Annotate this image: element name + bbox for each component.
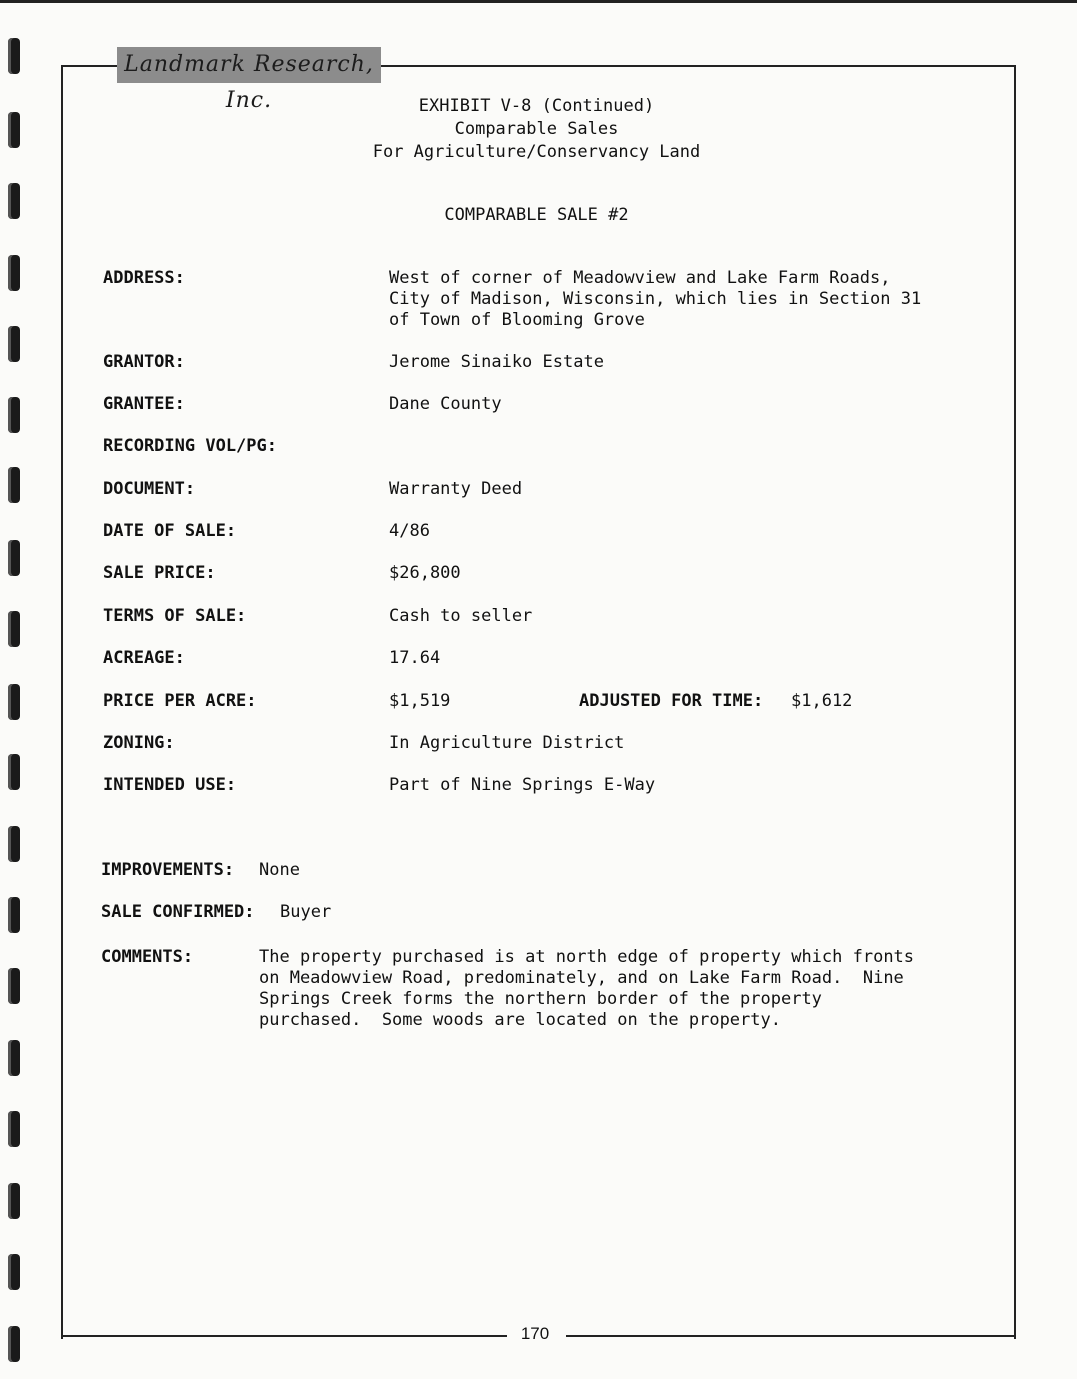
exhibit-title: EXHIBIT V-8 (Continued) — [418, 96, 655, 116]
footer-rule-left — [61, 1335, 507, 1337]
binder-hole — [8, 326, 20, 362]
recording-label: RECORDING VOL/PG: — [103, 436, 277, 456]
sale-confirmed-value: Buyer — [280, 902, 332, 922]
intended-use-label: INTENDED USE: — [103, 775, 237, 795]
footer-rule-right — [566, 1335, 1014, 1337]
adjusted-for-time-label: ADJUSTED FOR TIME: — [579, 691, 764, 711]
binder-hole — [8, 255, 20, 291]
zoning-label: ZONING: — [103, 733, 175, 753]
comments-text: The property purchased is at north edge of property which fronts on Meadowview Road, predominately, and on Lake Farm Road. Nine Springs Creek forms the northern border of the property purchased. Some woods are located on the property. — [259, 947, 915, 1030]
address-value: West of corner of Meadowview and Lake Farm Roads, City of Madison, Wisconsin, which lies in Section 31 of Town of Blooming Grove — [389, 268, 922, 330]
grantee-label: GRANTEE: — [103, 394, 185, 414]
acreage-label: ACREAGE: — [103, 648, 185, 668]
price-per-acre-value: $1,519 — [389, 691, 451, 711]
exhibit-subtitle: Comparable Sales — [454, 119, 619, 139]
company-logo: Landmark Research, Inc. — [117, 47, 381, 83]
binder-hole — [8, 397, 20, 433]
binder-hole — [8, 540, 20, 576]
grantor-label: GRANTOR: — [103, 352, 185, 372]
adjusted-for-time-value: $1,612 — [791, 691, 853, 711]
document-label: DOCUMENT: — [103, 479, 196, 499]
binder-hole — [8, 1111, 20, 1147]
terms-of-sale-value: Cash to seller — [389, 606, 533, 626]
exhibit-land-type: For Agriculture/Conservancy Land — [372, 142, 701, 162]
price-per-acre-label: PRICE PER ACRE: — [103, 691, 257, 711]
page-number: 170 — [520, 1324, 550, 1343]
zoning-value: In Agriculture District — [389, 733, 625, 753]
improvements-label: IMPROVEMENTS: — [101, 860, 235, 880]
sale-price-value: $26,800 — [389, 563, 461, 583]
binder-hole — [8, 611, 20, 647]
sale-price-label: SALE PRICE: — [103, 563, 216, 583]
binder-hole — [8, 1254, 20, 1290]
improvements-value: None — [259, 860, 300, 880]
grantee-value: Dane County — [389, 394, 502, 414]
date-of-sale-value: 4/86 — [389, 521, 430, 541]
binder-hole — [8, 968, 20, 1004]
grantor-value: Jerome Sinaiko Estate — [389, 352, 604, 372]
binder-hole — [8, 1040, 20, 1076]
binder-holes — [8, 0, 28, 1379]
sale-heading: COMPARABLE SALE #2 — [444, 205, 629, 225]
sale-confirmed-label: SALE CONFIRMED: — [101, 902, 255, 922]
acreage-value: 17.64 — [389, 648, 441, 668]
binder-hole — [8, 183, 20, 219]
binder-hole — [8, 1326, 20, 1362]
binder-hole — [8, 1183, 20, 1219]
binder-hole — [8, 112, 20, 148]
binder-hole — [8, 897, 20, 933]
date-of-sale-label: DATE OF SALE: — [103, 521, 237, 541]
binder-hole — [8, 684, 20, 720]
address-label: ADDRESS: — [103, 268, 185, 288]
document-value: Warranty Deed — [389, 479, 523, 499]
terms-of-sale-label: TERMS OF SALE: — [103, 606, 247, 626]
top-edge-line — [0, 0, 1077, 3]
intended-use-value: Part of Nine Springs E-Way — [389, 775, 656, 795]
comments-label: COMMENTS: — [101, 947, 194, 967]
binder-hole — [8, 38, 20, 74]
binder-hole — [8, 467, 20, 503]
binder-hole — [8, 826, 20, 862]
binder-hole — [8, 754, 20, 790]
